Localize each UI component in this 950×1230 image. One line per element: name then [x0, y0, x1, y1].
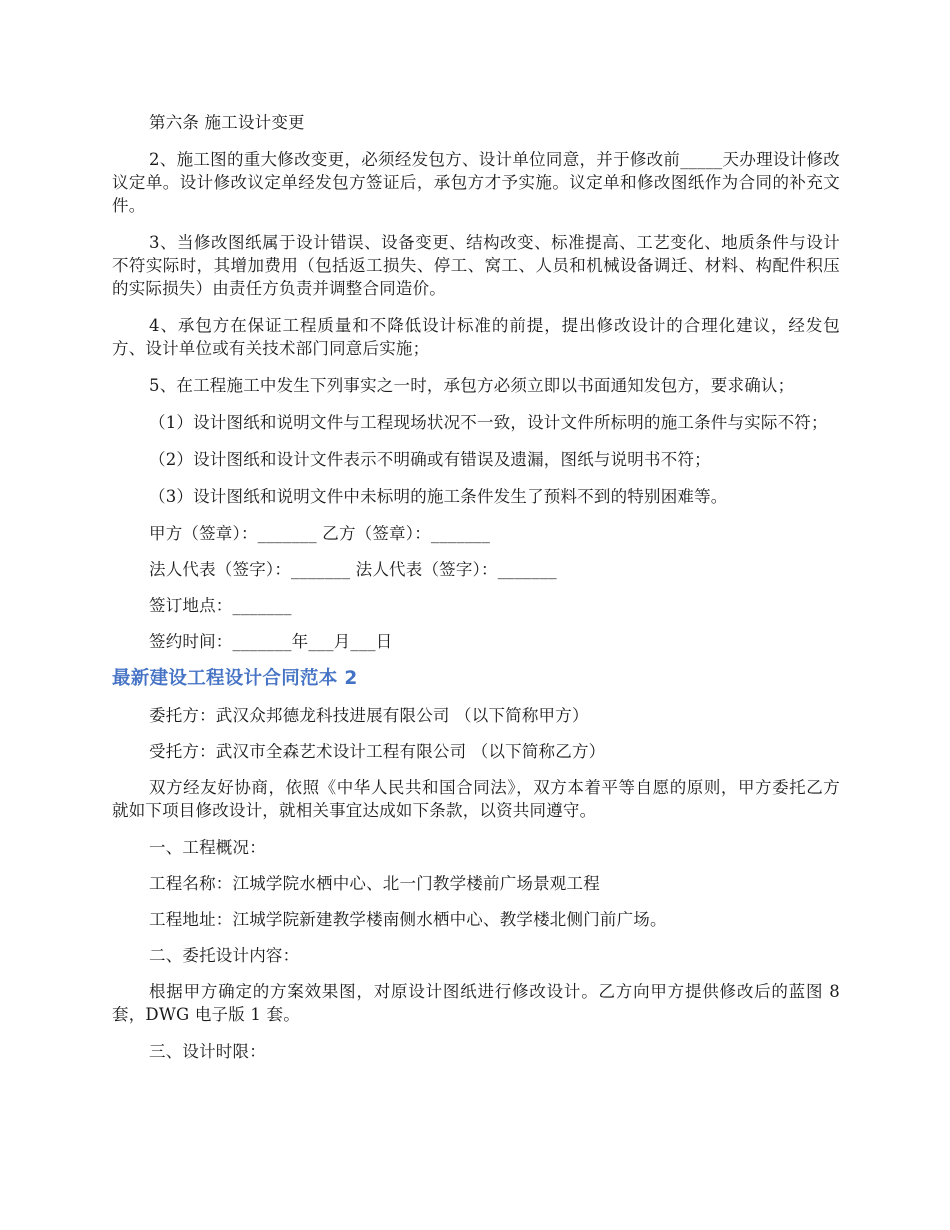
signature-parties: 甲方（签章）：_______ 乙方（签章）：_______ [149, 524, 491, 543]
project-name: 工程名称：江城学院水栖中心、北一门教学楼前广场景观工程 [149, 874, 600, 893]
clause-5-item-2: （2）设计图纸和设计文件表示不明确或有错误及遗漏，图纸与说明书不符； [149, 450, 711, 469]
overview-title: 一、工程概况： [149, 838, 266, 857]
contractor-line: 受托方：武汉市全森艺术设计工程有限公司 （以下简称乙方） [149, 742, 606, 761]
intro-paragraph: 双方经友好协商，依照《中华人民共和国合同法》，双方本着平等自愿的原则，甲方委托乙方就如下项目修改设计，就相关事宜达成如下条款，以资共同遵守。 [112, 778, 840, 820]
time-title: 三、设计时限： [149, 1042, 266, 1061]
clause-5-item-1: （1）设计图纸和说明文件与工程现场状况不一致，设计文件所标明的施工条件与实际不符； [149, 413, 828, 432]
section-title: 第六条 施工设计变更 [149, 113, 305, 132]
signature-place: 签订地点：_______ [149, 596, 292, 615]
project-address: 工程地址：江城学院新建教学楼南侧水栖中心、教学楼北侧门前广场。 [149, 910, 667, 929]
clause-4: 4、承包方在保证工程质量和不降低设计标准的前提，提出修改设计的合理化建议，经发包方、设计单位或有关技术部门同意后实施； [112, 316, 840, 358]
clause-5-item-3: （3）设计图纸和说明文件中未标明的施工条件发生了预料不到的特别困难等。 [149, 487, 728, 506]
document-page [112, 111, 846, 1077]
contract-2-heading: 最新建设工程设计合同范本 2 [112, 668, 358, 689]
clause-3: 3、当修改图纸属于设计错误、设备变更、结构改变、标准提高、工艺变化、地质条件与设计不符实际时，其增加费用（包括返工损失、停工、窝工、人员和机械设备调迁、材料、构配件积压的实际损失）由责任方负责并调整合同造价。 [112, 233, 840, 298]
signature-date: 签约时间：_______年___月___日 [149, 632, 393, 651]
clause-5: 5、在工程施工中发生下列事实之一时，承包方必须立即以书面通知发包方，要求确认； [149, 376, 795, 395]
signature-legal-reps: 法人代表（签字）：_______ 法人代表（签字）：_______ [149, 560, 557, 579]
client-line: 委托方：武汉众邦德龙科技进展有限公司 （以下简称甲方） [149, 706, 589, 725]
content-title: 二、委托设计内容： [149, 946, 300, 965]
clause-2: 2、施工图的重大修改变更，必须经发包方、设计单位同意，并于修改前_____天办理设计修改议定单。设计修改议定单经发包方签证后，承包方才予实施。议定单和修改图纸作为合同的补充文件。 [112, 150, 840, 215]
content-body: 根据甲方确定的方案效果图，对原设计图纸进行修改设计。乙方向甲方提供修改后的蓝图 8 套，DWG 电子版 1 套。 [112, 982, 846, 1024]
